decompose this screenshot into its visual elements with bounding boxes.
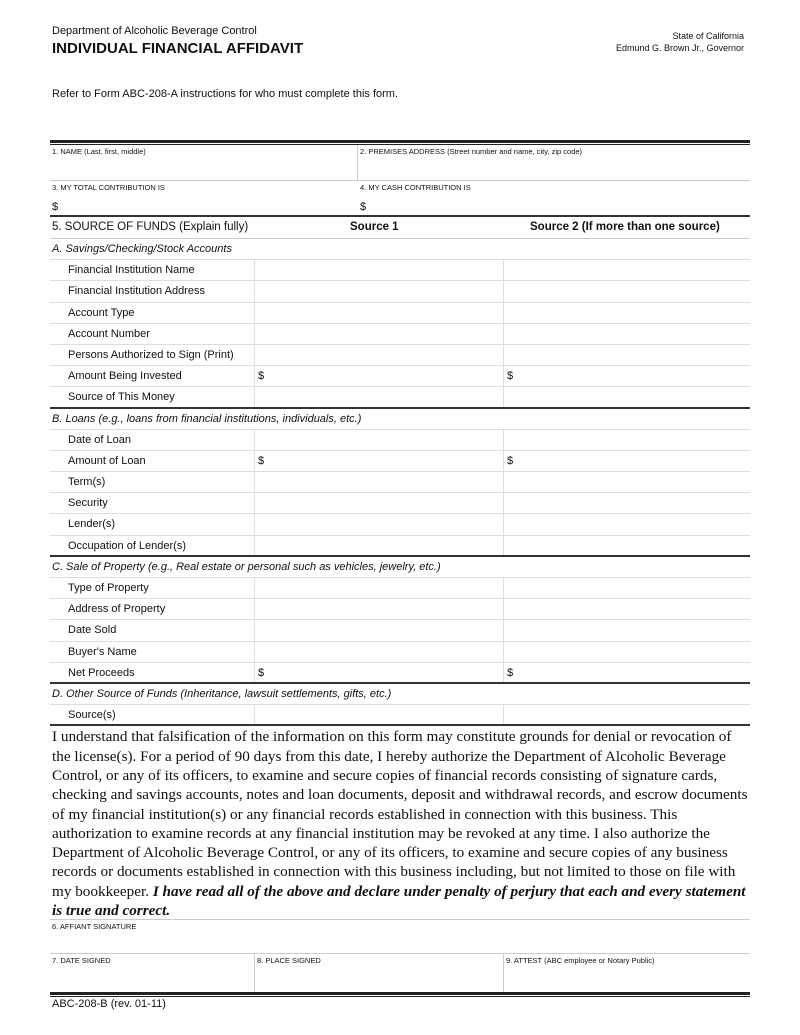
row-label: Type of Property: [50, 578, 255, 598]
form-row: [50, 472, 750, 493]
row-label: Lender(s): [50, 514, 255, 534]
name-field[interactable]: [50, 145, 358, 180]
state-info: [616, 30, 744, 54]
state-name: State of California: [672, 31, 744, 41]
form-row: [50, 281, 750, 302]
source1-input[interactable]: [255, 599, 504, 619]
form-row: [50, 345, 750, 366]
attest-label: 9. ATTEST (ABC employee or Notary Public): [506, 956, 655, 966]
section-heading: C. Sale of Property (e.g., Real estate or personal such as vehicles, jewelry, etc.): [50, 557, 750, 578]
row-label: Account Number: [50, 324, 255, 344]
authorization-statement: [50, 726, 750, 919]
source2-input[interactable]: $: [507, 454, 514, 467]
attest-field[interactable]: [504, 954, 750, 992]
form-title: INDIVIDUAL FINANCIAL AFFIDAVIT: [52, 40, 304, 57]
form-row: [50, 536, 750, 557]
source2-input[interactable]: [504, 642, 750, 662]
governor-name: Edmund G. Brown Jr., Governor: [615, 43, 744, 53]
form-row: [50, 514, 750, 535]
declaration-text: I have read all of the above and declare under penalty of perjury that each and every statement is true and correct.: [52, 882, 746, 919]
place-signed-field[interactable]: [255, 954, 504, 992]
source1-input[interactable]: [255, 620, 504, 640]
row-label: Persons Authorized to Sign (Print): [50, 345, 255, 365]
source2-input[interactable]: [504, 578, 750, 598]
affiant-signature-field[interactable]: [50, 920, 750, 953]
row-label: Financial Institution Name: [50, 260, 255, 280]
form-row: [50, 663, 750, 684]
place-label: 8. PLACE SIGNED: [257, 956, 321, 966]
source2-input[interactable]: [504, 514, 750, 534]
affidavit-form: [50, 140, 750, 997]
row-label: Security: [50, 493, 255, 513]
form-row: [50, 451, 750, 472]
instructions-text: Refer to Form ABC-208-A instructions for who must complete this form.: [52, 88, 399, 100]
section-heading: D. Other Source of Funds (Inheritance, lawsuit settlements, gifts, etc.): [50, 684, 750, 705]
source2-input[interactable]: [504, 536, 750, 555]
row-label: Buyer's Name: [50, 642, 255, 662]
source1-input[interactable]: [255, 536, 504, 555]
section-heading: A. Savings/Checking/Stock Accounts: [50, 239, 750, 260]
form-row: [50, 620, 750, 641]
source1-input[interactable]: [255, 430, 504, 450]
source2-input[interactable]: [504, 472, 750, 492]
form-row: [50, 430, 750, 451]
form-row: [50, 642, 750, 663]
source2-input[interactable]: [504, 620, 750, 640]
source2-input[interactable]: [504, 430, 750, 450]
source1-input[interactable]: [255, 493, 504, 513]
cash-label: 4. MY CASH CONTRIBUTION IS: [360, 183, 471, 192]
row-label: Net Proceeds: [50, 663, 255, 682]
source2-input[interactable]: [504, 303, 750, 323]
row-label: Term(s): [50, 472, 255, 492]
source2-input[interactable]: [504, 345, 750, 365]
total-contribution-field[interactable]: [50, 181, 358, 215]
source1-heading: Source 1: [350, 221, 399, 233]
row-label: Date Sold: [50, 620, 255, 640]
date-signed-field[interactable]: [50, 954, 255, 992]
source2-input[interactable]: [504, 260, 750, 280]
form-row: [50, 324, 750, 345]
source1-input[interactable]: [255, 345, 504, 365]
department-name: Department of Alcoholic Beverage Control: [52, 25, 257, 37]
source1-input[interactable]: $: [255, 451, 504, 471]
row-label: Address of Property: [50, 599, 255, 619]
source1-input[interactable]: [255, 578, 504, 598]
source1-input[interactable]: $: [255, 366, 504, 386]
source1-input[interactable]: $: [255, 663, 504, 682]
source1-input[interactable]: [255, 642, 504, 662]
statement-text: I understand that falsification of the information on this form may constitute grounds for denial or revocation of the license(s). For a period of 90 days from this date, I hereby authorize the Department of Alcoholic Beverage Control, or any of its officers, to examine and secure copies of financial records consisting of signature cards, checking and savings accounts, notes and loan documents, deposit and withdrawal records, and escrow documents of my financial institution(s) or any financial records established in connection with this business. This authorization to examine records at any financial institution may be revoked at any time. I also authorize the Department of Alcoholic Beverage Control, or any of its officers, to examine and secure copies of any business records or documents established in connection with this business including, but not limited to those on file with my bookkeeper.: [52, 728, 748, 900]
source1-input[interactable]: [255, 705, 504, 724]
source2-input[interactable]: $: [507, 666, 514, 679]
divider: [50, 992, 750, 997]
name-label: 1. NAME (Last, first, middle): [52, 147, 146, 156]
form-row: [50, 705, 750, 726]
source1-input[interactable]: [255, 472, 504, 492]
date-label: 7. DATE SIGNED: [52, 956, 111, 966]
source-of-funds-heading: 5. SOURCE OF FUNDS (Explain fully): [52, 221, 249, 233]
affiant-label: 6. AFFIANT SIGNATURE: [52, 922, 137, 932]
form-row: [50, 366, 750, 387]
row-label: Source of This Money: [50, 387, 255, 406]
row-label: Occupation of Lender(s): [50, 536, 255, 555]
cash-contribution-field[interactable]: [358, 181, 750, 215]
source1-input[interactable]: [255, 387, 504, 406]
total-label: 3. MY TOTAL CONTRIBUTION IS: [52, 183, 165, 192]
source2-heading: Source 2 (If more than one source): [530, 221, 720, 233]
source2-input[interactable]: [504, 493, 750, 513]
form-row: [50, 260, 750, 281]
row-label: Financial Institution Address: [50, 281, 255, 301]
dollar-sign: $: [52, 201, 59, 213]
premises-label: 2. PREMISES ADDRESS (Street number and name, city, zip code): [360, 147, 583, 156]
source1-input[interactable]: [255, 260, 504, 280]
source2-input[interactable]: [504, 705, 750, 724]
form-row: [50, 599, 750, 620]
form-row: [50, 303, 750, 324]
row-label: Account Type: [50, 303, 255, 323]
source2-input[interactable]: $: [507, 370, 514, 383]
form-row: [50, 578, 750, 599]
form-row: [50, 493, 750, 514]
row-label: Source(s): [50, 705, 255, 724]
source1-input[interactable]: [255, 514, 504, 534]
source1-input[interactable]: [255, 303, 504, 323]
source2-input[interactable]: [504, 387, 750, 406]
source2-input[interactable]: [504, 599, 750, 619]
source2-input[interactable]: [504, 324, 750, 344]
row-label: Amount of Loan: [50, 451, 255, 471]
source1-input[interactable]: [255, 281, 504, 301]
source2-input[interactable]: [504, 281, 750, 301]
row-label: Date of Loan: [50, 430, 255, 450]
form-number: ABC-208-B (rev. 01-11): [52, 998, 166, 1010]
form-row: [50, 387, 750, 408]
dollar-sign: $: [360, 201, 367, 213]
premises-address-field[interactable]: [358, 145, 750, 180]
section-heading: B. Loans (e.g., loans from financial institutions, individuals, etc.): [50, 409, 750, 430]
row-label: Amount Being Invested: [50, 366, 255, 386]
source1-input[interactable]: [255, 324, 504, 344]
